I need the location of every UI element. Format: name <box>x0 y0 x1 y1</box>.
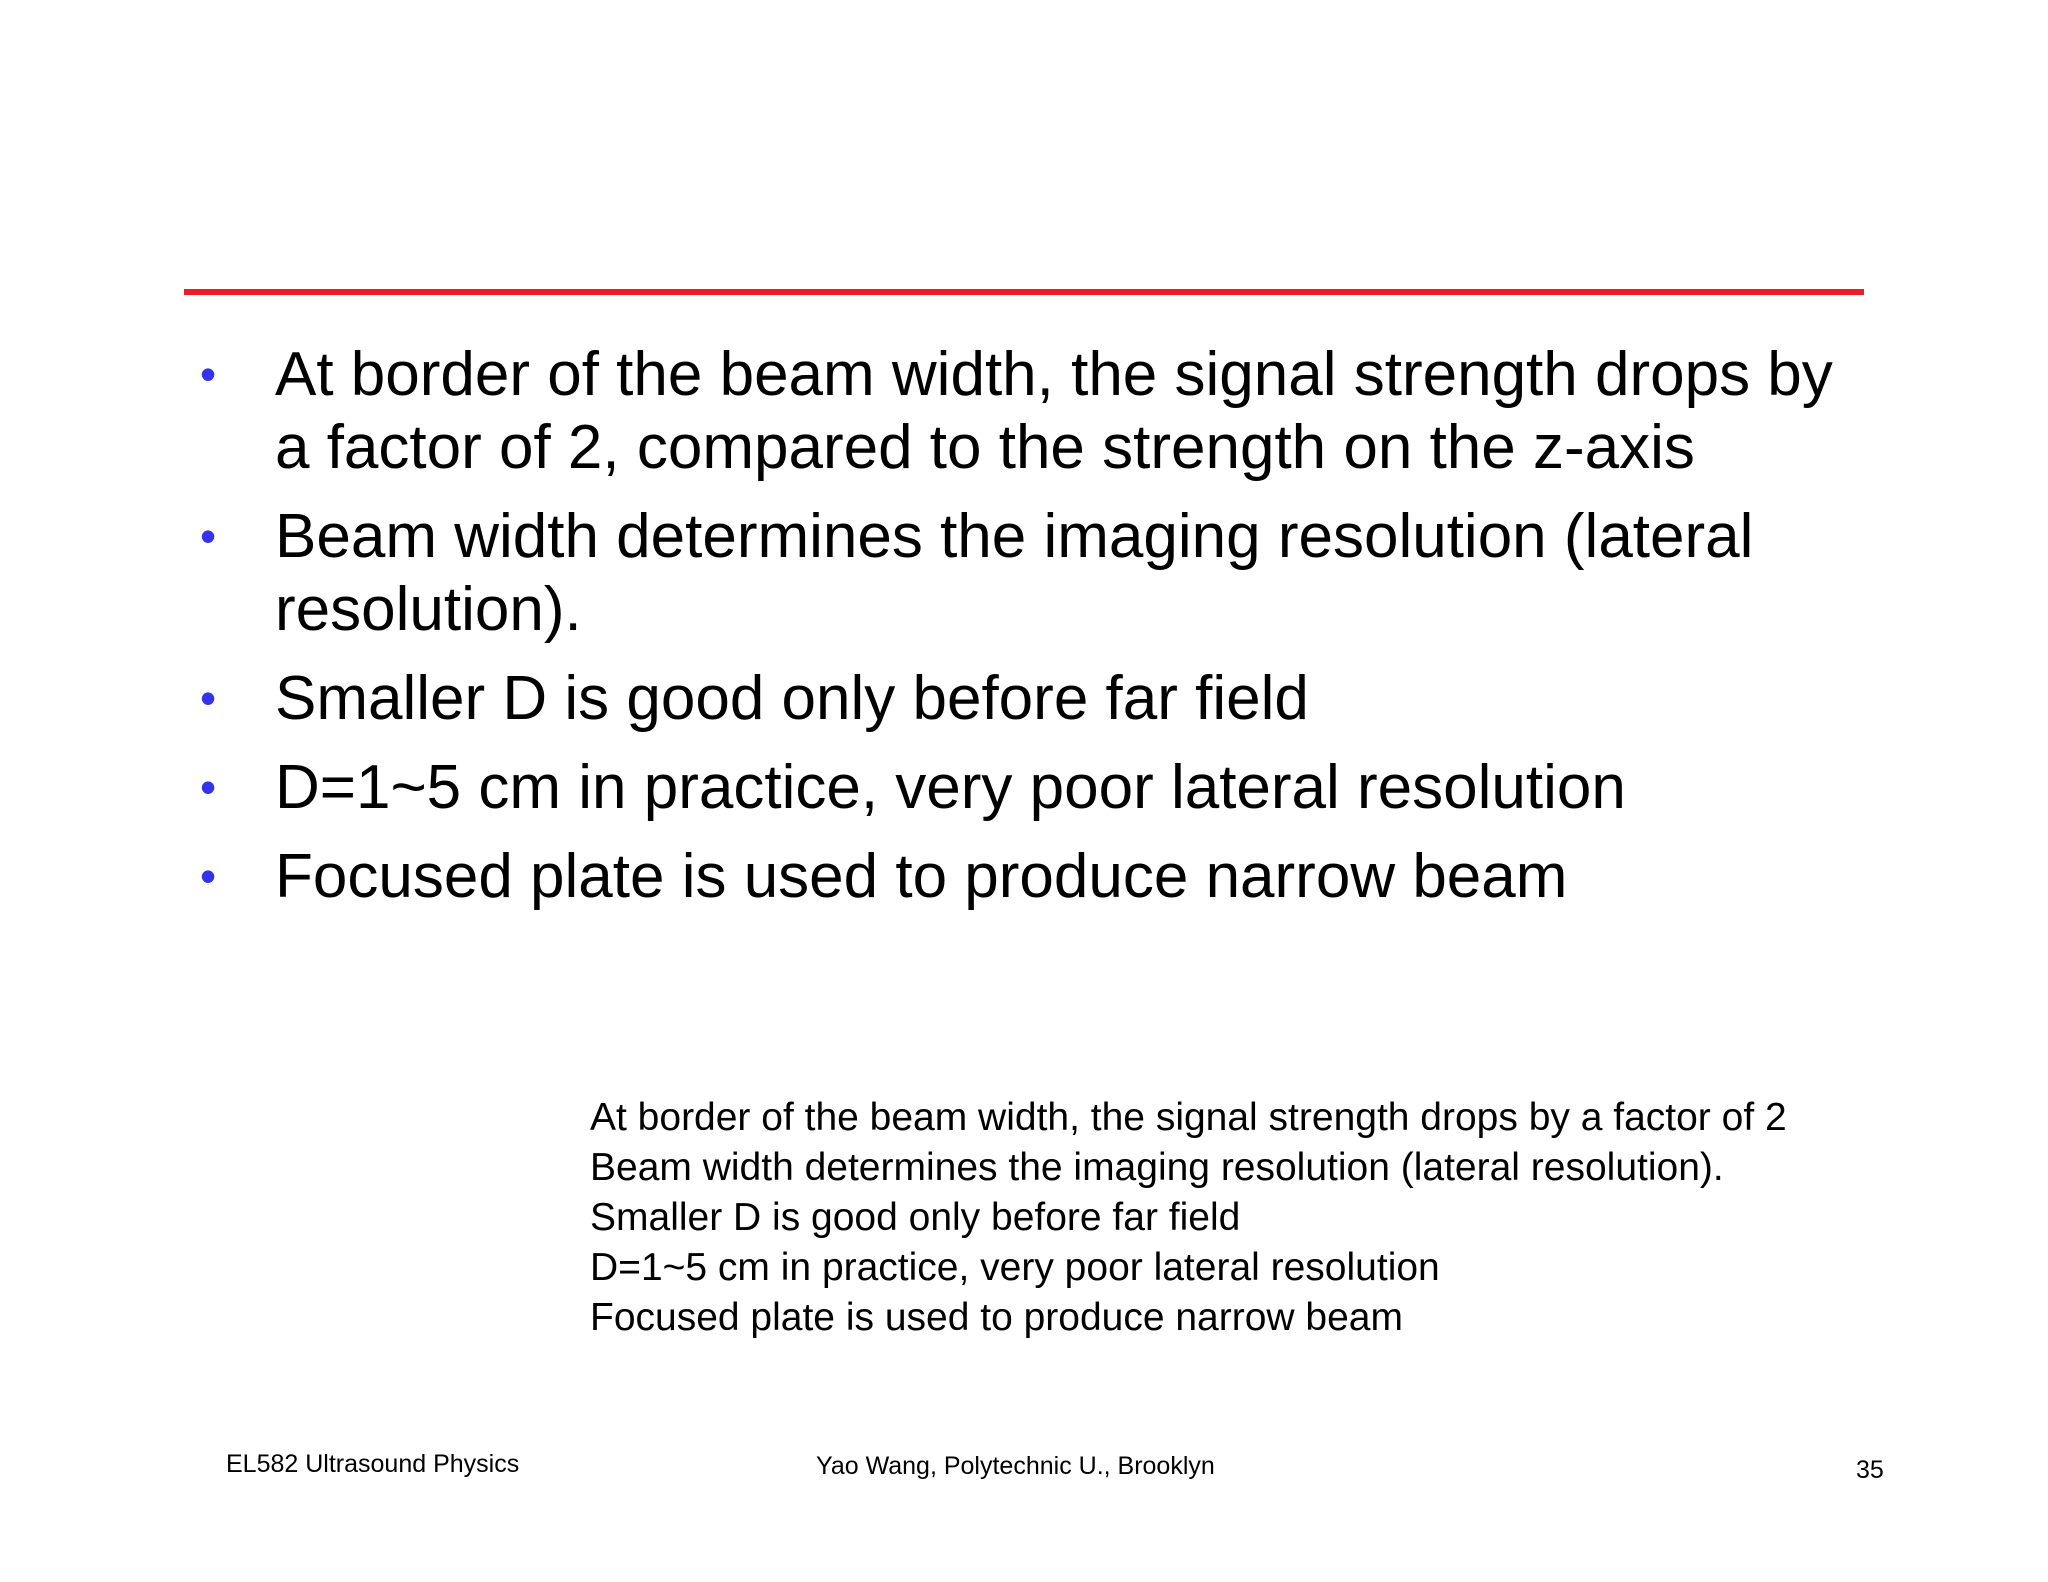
bullet-marker: • <box>200 672 217 724</box>
footer-course: EL582 Ultrasound Physics <box>226 1450 520 1478</box>
notes-block <box>590 1093 1890 1343</box>
bullet-text: Beam width determines the imaging resolution (lateral resolution). <box>275 502 1754 644</box>
bullet-marker: • <box>200 850 217 902</box>
bullet-list <box>200 338 1880 929</box>
bullet-marker: • <box>200 761 217 813</box>
bullet-item <box>200 338 1880 484</box>
bullet-marker: • <box>200 510 217 562</box>
bullet-item <box>200 751 1880 824</box>
notes-line: Smaller D is good only before far field <box>590 1196 1241 1239</box>
bullet-item <box>200 840 1880 913</box>
bullet-item <box>200 500 1880 646</box>
bullet-item <box>200 662 1880 735</box>
title-divider-line <box>184 289 1864 295</box>
notes-line: Beam width determines the imaging resolution (lateral resolution). <box>590 1146 1724 1189</box>
footer-author: Yao Wang, Polytechnic U., Brooklyn <box>816 1452 1215 1480</box>
page-number: 35 <box>1856 1456 1884 1484</box>
bullet-text: At border of the beam width, the signal strength drops by a factor of 2, compared to the strength on the z-axis <box>275 340 1833 482</box>
notes-line: At border of the beam width, the signal strength drops by a factor of 2 <box>590 1096 1787 1139</box>
bullet-text: Focused plate is used to produce narrow beam <box>275 842 1568 911</box>
notes-line: D=1~5 cm in practice, very poor lateral resolution <box>590 1246 1440 1289</box>
bullet-marker: • <box>200 348 217 400</box>
bullet-text: D=1~5 cm in practice, very poor lateral resolution <box>275 753 1626 822</box>
notes-line: Focused plate is used to produce narrow beam <box>590 1296 1403 1339</box>
bullet-text: Smaller D is good only before far field <box>275 664 1309 733</box>
